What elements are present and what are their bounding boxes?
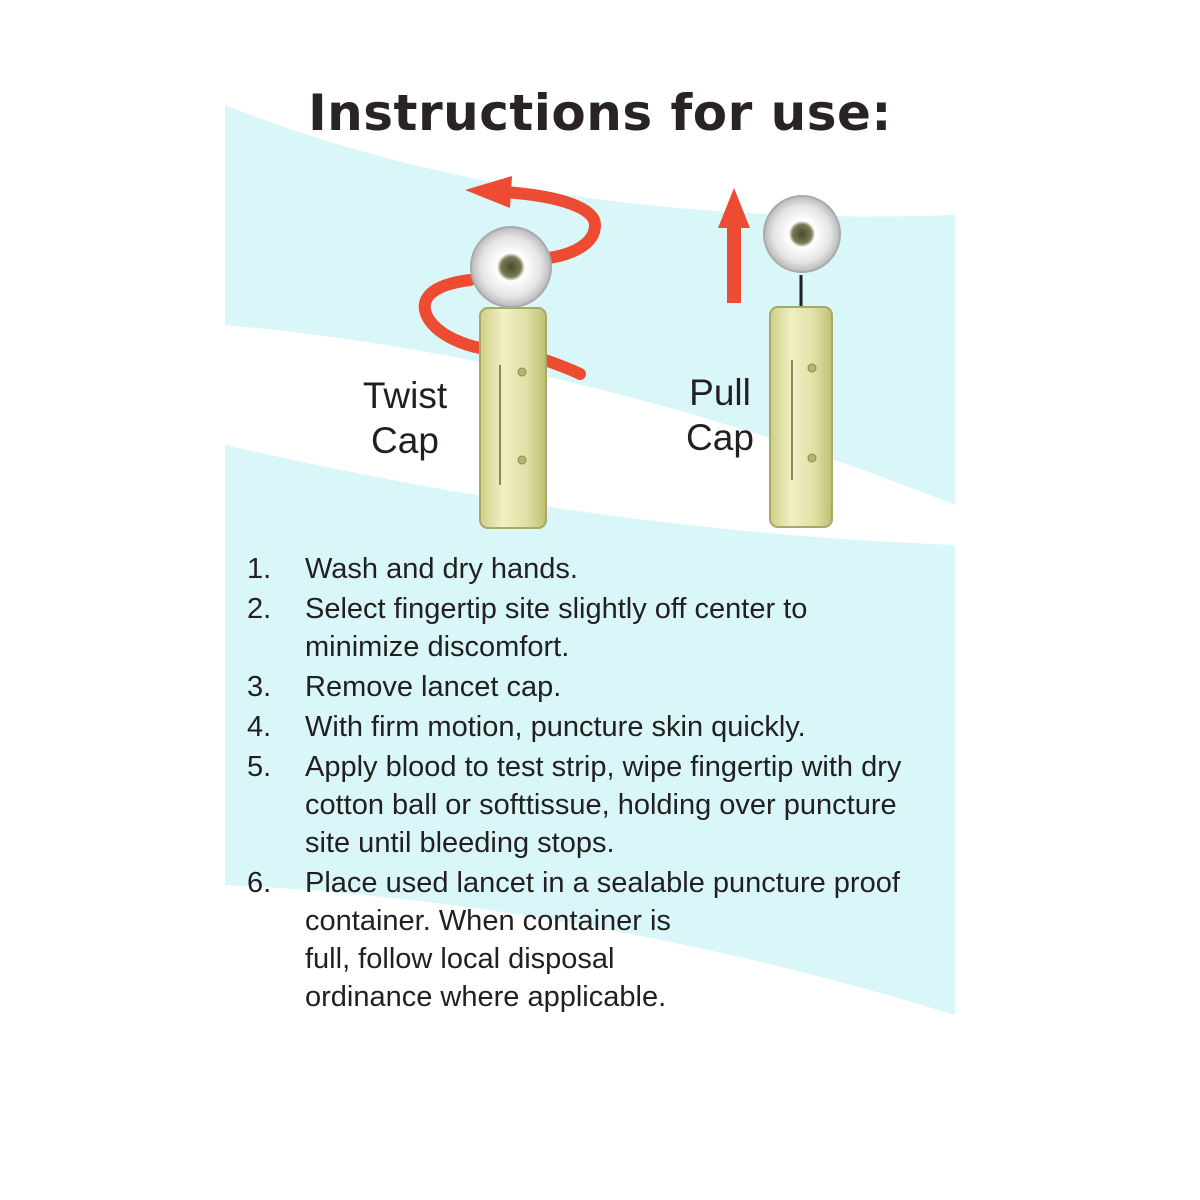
page-title: Instructions for use: (308, 84, 892, 142)
step-number: 3. (247, 671, 272, 703)
twist-cap-label: Twist Cap (362, 375, 448, 461)
instruction-steps (245, 550, 955, 1018)
step-number: 1. (247, 553, 272, 585)
twist-cap-lancet (425, 176, 595, 528)
step-text: Apply blood to test strip, wipe fingertip with dry cotton ball or softtissue, holding over puncture site until bleeding stops. (305, 751, 902, 859)
step-text: Select fingertip site slightly off center to minimize discomfort. (305, 593, 808, 663)
step-text: With firm motion, puncture skin quickly. (305, 711, 806, 743)
pull-cap-label: Pull Cap (686, 372, 754, 458)
up-arrow-icon (727, 225, 741, 303)
step-text: Wash and dry hands. (305, 553, 578, 585)
list-item (245, 590, 955, 666)
pull-cap-lancet (718, 188, 840, 527)
step-number: 6. (247, 867, 272, 899)
list-item (245, 708, 955, 746)
list-item (245, 864, 955, 1016)
list-item (245, 550, 955, 588)
list-item (245, 668, 955, 706)
step-number: 2. (247, 593, 272, 625)
step-number: 5. (247, 751, 272, 783)
step-text: Remove lancet cap. (305, 671, 562, 703)
step-number: 4. (247, 711, 272, 743)
list-item (245, 748, 955, 862)
step-text: Place used lancet in a sealable puncture proof container. When container is full, follow local disposal ordinance where applicable. (305, 867, 900, 1013)
